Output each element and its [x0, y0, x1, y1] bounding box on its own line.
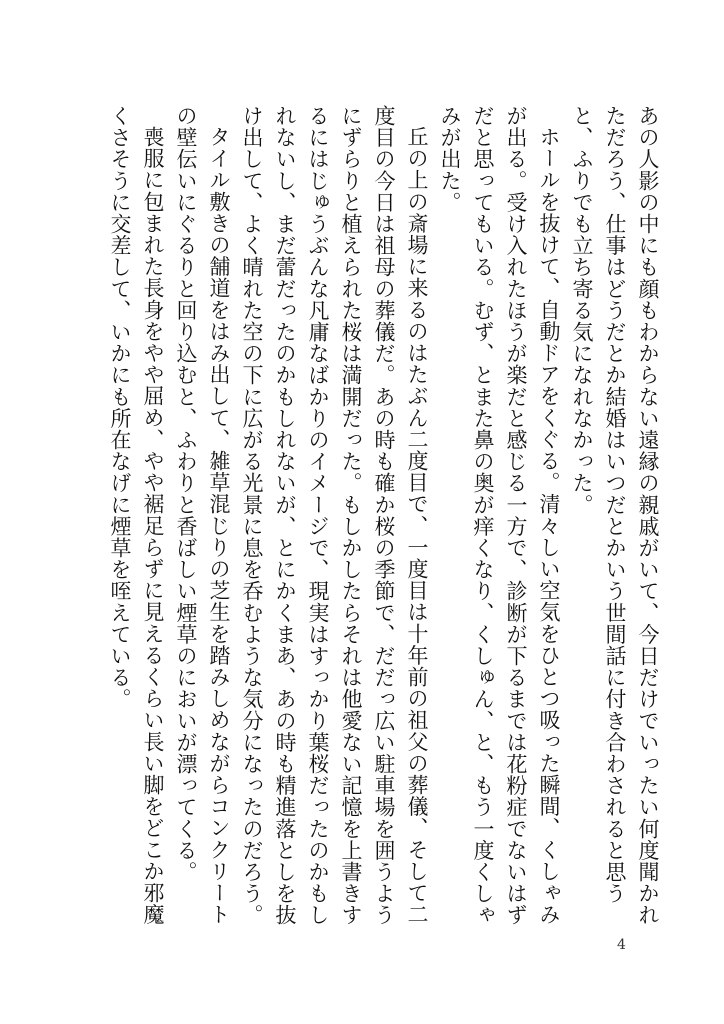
page-number: 4 — [617, 937, 626, 953]
paragraph-4: タイル敷きの舗道をはみ出して、雑草混じりの芝生を踏みしめながらコンクリートの壁伝いにぐるりと回り込むと、ふわりと香ばしい煙草のにおいが漂ってくる。 — [174, 105, 231, 926]
paragraph-3: 丘の上の斎場に来るのはたぶん二度目で、一度目は十年前の祖父の葬儀、そして二度目の今日は祖母の葬儀だ。あの時も確か桜の季節で、だだっ広い駐車場を囲うようにずらりと植えられた桜は満開だった。もしかしたらそれは他愛ない記憶を上書きするにはじゅうぶんな凡庸なばかりのイメージで、現実はすっかり葉桜だったのかもしれないし、まだ蕾だったのかもしれないが、とにかくまあ、あの時も精進落としを抜け出して、よく晴れた空の下に広がる光景に息を呑むような気分になったのだろう。 — [240, 105, 429, 926]
vertical-text-body — [103, 105, 664, 945]
paragraph-5: 喪服に包まれた長身をやや屈め、やや裾足らずに見えるくらい長い脚をどこか邪魔くさそうに交差して、いかにも所在なげに煙草を咥えている。 — [108, 105, 165, 926]
paragraph-2: ホールを抜けて、自動ドアをくぐる。清々しい空気をひとつ吸った瞬間、くしゃみが出る。受け入れたほうが楽だと感じる一方で、診断が下るまでは花粉症でないはずだと思ってもいる。むず、とまた鼻の奥が痒くなり、くしゅん、と、もう一度くしゃみが出た。 — [438, 105, 561, 926]
paragraph-1: あの人影の中にも顔もわからない遠縁の親戚がいて、今日だけでいったい何度聞かれただろう、仕事はどうだとか結婚はいつだとかいう世間話に付き合わされると思うと、ふりでも立ち寄る気になれなかった。 — [570, 105, 660, 926]
